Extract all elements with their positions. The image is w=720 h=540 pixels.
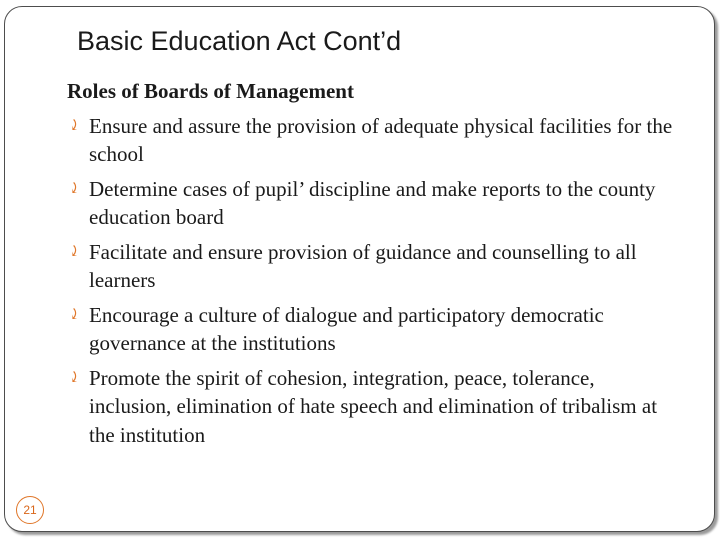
slide-title: Basic Education Act Cont’d: [77, 26, 402, 56]
bullet-item: [67, 364, 677, 450]
curved-arrow-icon: ⤸: [68, 243, 81, 260]
page-number-badge: 21: [16, 496, 44, 524]
section-subtitle: Roles of Boards of Management: [67, 79, 354, 103]
curved-arrow-icon: ⤸: [68, 117, 81, 134]
bullet-text: Promote the spirit of cohesion, integration, peace, tolerance, inclusion, elimination of hate speech and elimination of tribalism at the institution: [89, 365, 658, 447]
curved-arrow-icon: ⤸: [68, 180, 81, 197]
bullet-text: Determine cases of pupil’ discipline and make reports to the county education board: [89, 176, 656, 229]
bullet-text: Encourage a culture of dialogue and participatory democratic governance at the institutions: [89, 302, 604, 355]
bullet-item: [67, 112, 677, 169]
bullet-text: Facilitate and ensure provision of guidance and counselling to all learners: [89, 239, 637, 292]
bullet-item: [67, 238, 677, 295]
curved-arrow-icon: ⤸: [68, 306, 81, 323]
bullet-item: [67, 301, 677, 358]
bullet-item: [67, 175, 677, 232]
bullet-text: Ensure and assure the provision of adequate physical facilities for the school: [89, 113, 673, 166]
curved-arrow-icon: ⤸: [68, 369, 81, 386]
slide-content: [67, 77, 677, 455]
bullet-list: [67, 112, 677, 450]
